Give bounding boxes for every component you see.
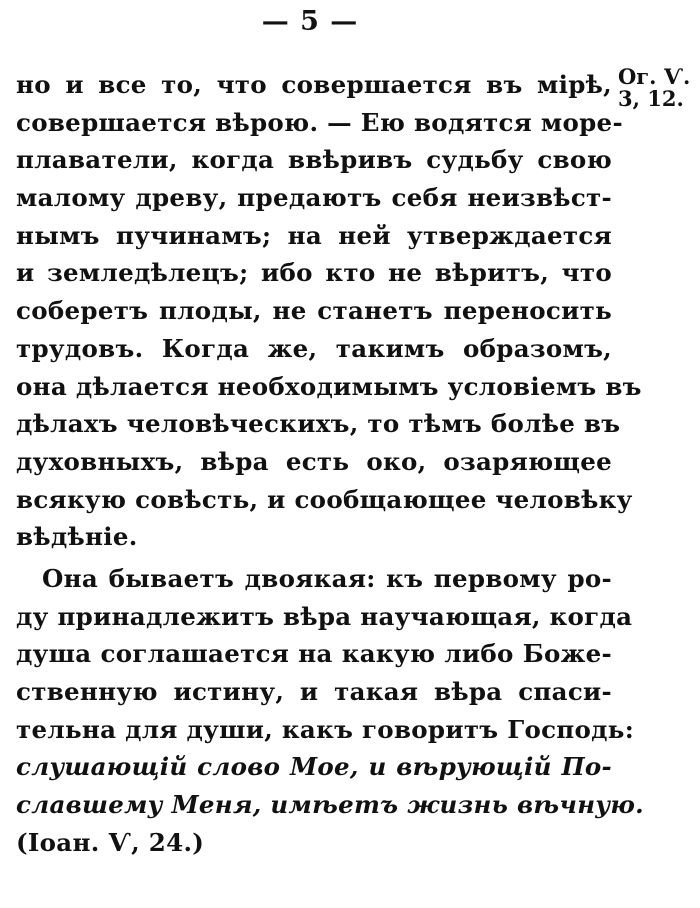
text-line: малому древу, предаютъ себя неизвѣст- — [16, 183, 612, 213]
paragraph — [16, 560, 645, 862]
text-line: совершается вѣрою. — Ею водятся море- — [16, 107, 623, 137]
text-line: Она бываетъ двоякая: къ первому ро- — [42, 563, 612, 593]
text-line: дѣлахъ человѣческихъ, то тѣмъ болѣе въ — [16, 409, 621, 439]
text-line: вѣдѣніе. — [16, 522, 138, 552]
paragraph — [16, 66, 642, 556]
text-line: но и все то, что совершается въ мірѣ, — [16, 70, 612, 99]
text-line: ду принадлежитъ вѣра научающая, когда — [16, 601, 633, 631]
text-line: всякую совѣсть, и сообщающее человѣку — [16, 484, 633, 514]
text-line: духовныхъ, вѣра есть око, озаряющее — [16, 446, 612, 476]
text-line: она дѣлается необходимымъ условіемъ въ — [16, 371, 642, 401]
text-line: трудовъ. Когда же, такимъ образомъ, — [16, 333, 612, 363]
page-number: — 5 — — [261, 6, 359, 37]
text-line: ственную истину, и такая вѣра спаси- — [16, 677, 612, 706]
scripture-quote-line: слушающій слово Мое, и вѣрующій По- — [16, 752, 612, 782]
text-line: плаватели, когда ввѣривъ судьбу свою — [16, 145, 612, 175]
text-line: душа соглашается на какую либо Боже- — [16, 639, 612, 669]
margin-reference — [618, 66, 698, 110]
scripture-reference: (Іоан. Ѵ, 24.) — [16, 827, 205, 857]
margin-reference-line: 3, 12. — [618, 86, 684, 111]
text-line: нымъ пучинамъ; на ней утверждается — [16, 220, 612, 250]
margin-reference-line: Ог. Ѵ. — [618, 64, 691, 89]
body-text — [16, 66, 645, 861]
text-line: и земледѣлецъ; ибо кто не вѣритъ, что — [16, 258, 612, 288]
text-line: соберетъ плоды, не станетъ переносить — [16, 296, 612, 326]
scripture-quote-line: славшему Меня, имѣетъ жизнь вѣчную. — [16, 790, 645, 820]
text-line: тельна для души, какъ говоритъ Господь: — [16, 714, 635, 744]
